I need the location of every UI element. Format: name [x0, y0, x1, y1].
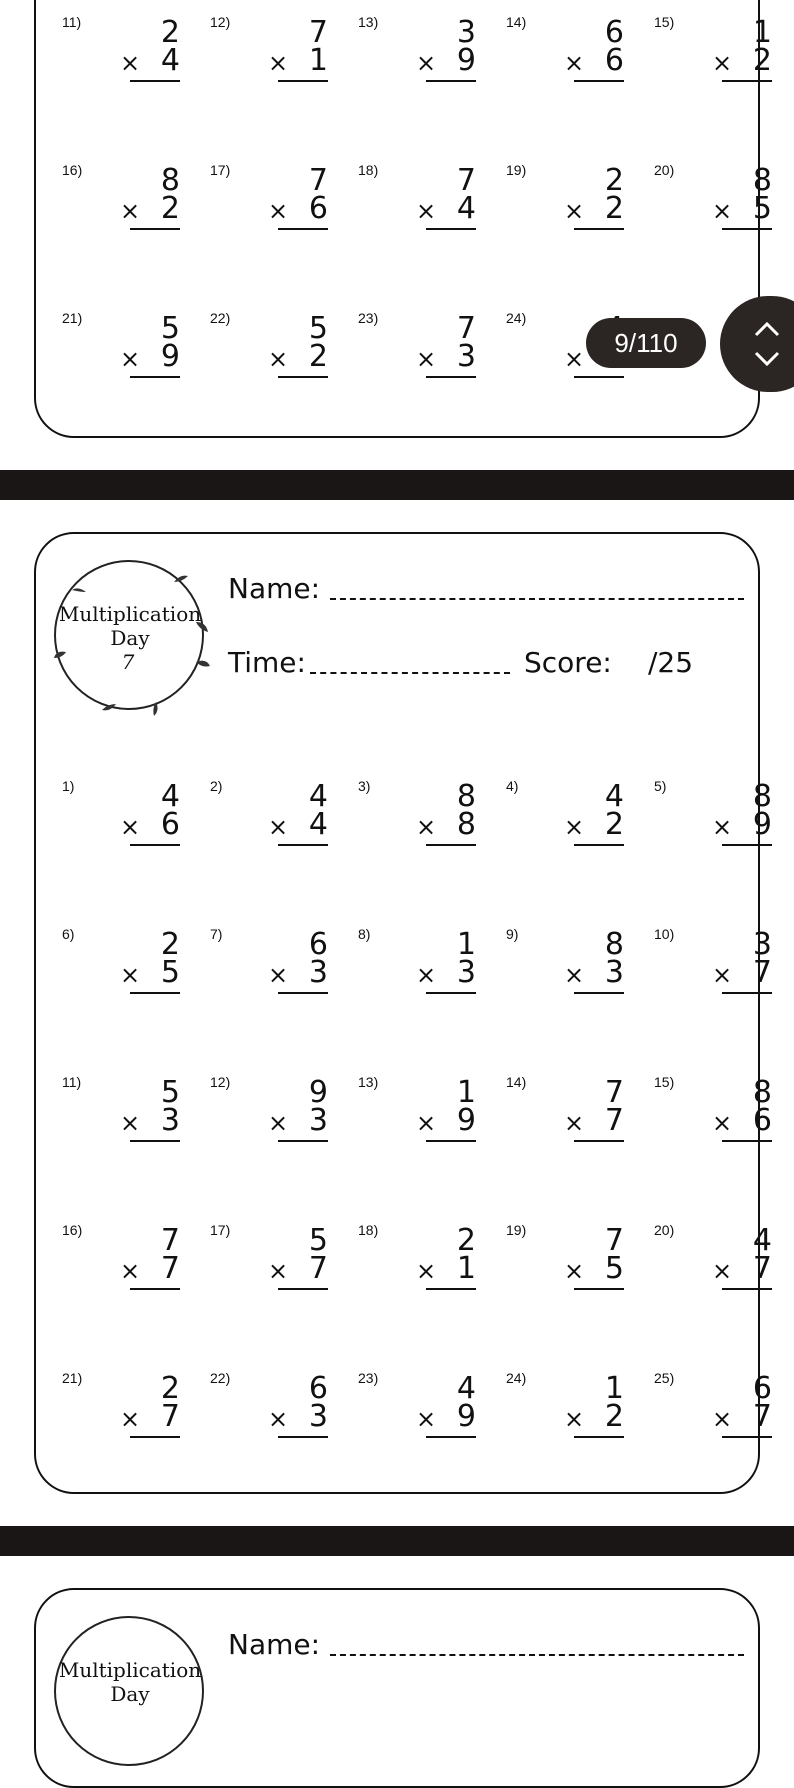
answer-line[interactable]: [130, 80, 180, 82]
problem-number: 17): [210, 162, 231, 178]
multiplier: 9: [160, 339, 180, 374]
times-sign: ×: [564, 961, 585, 989]
times-sign: ×: [268, 1405, 289, 1433]
logo-day: Day: [110, 626, 150, 650]
multiplicand: 5: [160, 311, 180, 346]
multiplicand: 1: [456, 927, 476, 962]
times-sign: ×: [268, 197, 289, 225]
multiplier: 6: [160, 807, 180, 842]
answer-line[interactable]: [722, 844, 772, 846]
times-sign: ×: [120, 961, 141, 989]
problem-number: 13): [358, 14, 379, 30]
multiplicand: 1: [604, 1371, 624, 1406]
problem-number: 4): [506, 778, 519, 794]
answer-line[interactable]: [278, 1140, 328, 1142]
page-separator: [0, 470, 794, 500]
problem: [40, 926, 180, 1006]
multiplier: 4: [308, 807, 328, 842]
problem: [632, 1370, 772, 1450]
multiplicand: 8: [752, 163, 772, 198]
multiplier: 7: [308, 1251, 328, 1286]
problem: [188, 1370, 328, 1450]
problem: [632, 1222, 772, 1302]
multiplicand: 1: [456, 1075, 476, 1110]
problem-number: 7): [210, 926, 223, 942]
problem-number: 13): [358, 1074, 379, 1090]
multiplier: 7: [752, 955, 772, 990]
problem-number: 16): [62, 162, 83, 178]
times-sign: ×: [268, 345, 289, 373]
problem-number: 18): [358, 162, 379, 178]
times-sign: ×: [120, 1405, 141, 1433]
multiplier: 1: [456, 1251, 476, 1286]
problem-number: 12): [210, 14, 231, 30]
multiplicand: 8: [604, 927, 624, 962]
page-indicator: 9/110: [586, 318, 706, 368]
multiplicand: 2: [160, 1371, 180, 1406]
problem: [484, 14, 624, 94]
times-sign: ×: [712, 961, 733, 989]
logo-day: Day: [110, 1682, 150, 1706]
name-label: Name:: [228, 572, 321, 605]
score-total: /25: [648, 646, 694, 679]
logo-title: Multiplication: [58, 1658, 202, 1682]
multiplier: 2: [308, 339, 328, 374]
times-sign: ×: [712, 813, 733, 841]
problem: [484, 1370, 624, 1450]
problem: [40, 1074, 180, 1154]
multiplier: 7: [160, 1399, 180, 1434]
times-sign: ×: [712, 49, 733, 77]
times-sign: ×: [120, 1257, 141, 1285]
answer-line[interactable]: [426, 992, 476, 994]
multiplier: 9: [752, 807, 772, 842]
times-sign: ×: [120, 197, 141, 225]
problem: [336, 1222, 476, 1302]
times-sign: ×: [268, 813, 289, 841]
answer-line[interactable]: [426, 1288, 476, 1290]
multiplier: 3: [308, 955, 328, 990]
answer-line[interactable]: [574, 1140, 624, 1142]
problem: [40, 1370, 180, 1450]
problem-number: 19): [506, 1222, 527, 1238]
times-sign: ×: [564, 197, 585, 225]
answer-line[interactable]: [130, 1436, 180, 1438]
multiplier: 5: [604, 1251, 624, 1286]
answer-line[interactable]: [722, 228, 772, 230]
problem: [336, 310, 476, 390]
answer-line[interactable]: [426, 228, 476, 230]
problem-number: 21): [62, 310, 83, 326]
problem-number: 24): [506, 310, 527, 326]
times-sign: ×: [416, 197, 437, 225]
name-line[interactable]: [330, 598, 744, 600]
multiplier: 1: [308, 43, 328, 78]
multiplier: 2: [160, 191, 180, 226]
multiplier: 5: [752, 191, 772, 226]
problem: [336, 778, 476, 858]
problem: [40, 162, 180, 242]
problem-number: 24): [506, 1370, 527, 1386]
multiplier: 7: [752, 1251, 772, 1286]
multiplicand: 8: [160, 163, 180, 198]
answer-line[interactable]: [574, 992, 624, 994]
multiplier: 5: [160, 955, 180, 990]
problem: [484, 926, 624, 1006]
logo-title: Multiplication: [58, 602, 202, 626]
multiplicand: 5: [308, 311, 328, 346]
times-sign: ×: [416, 961, 437, 989]
multiplicand: 4: [308, 779, 328, 814]
multiplicand: 7: [308, 163, 328, 198]
multiplier: 6: [308, 191, 328, 226]
problem: [188, 1074, 328, 1154]
answer-line[interactable]: [574, 228, 624, 230]
logo-day-number: 7: [121, 650, 135, 674]
answer-line[interactable]: [130, 376, 180, 378]
multiplicand: 8: [456, 779, 476, 814]
problem: [632, 926, 772, 1006]
times-sign: ×: [564, 49, 585, 77]
problem-number: 23): [358, 1370, 379, 1386]
multiplier: 2: [604, 191, 624, 226]
problem-number: 22): [210, 310, 231, 326]
multiplicand: 9: [308, 1075, 328, 1110]
multiplier: 7: [752, 1399, 772, 1434]
answer-line[interactable]: [722, 992, 772, 994]
problem: [188, 926, 328, 1006]
problem: [336, 1370, 476, 1450]
time-line[interactable]: [310, 672, 510, 674]
multiplier: 3: [308, 1103, 328, 1138]
answer-line[interactable]: [426, 1436, 476, 1438]
multiplicand: 5: [308, 1223, 328, 1258]
problem-number: 18): [358, 1222, 379, 1238]
answer-line[interactable]: [574, 844, 624, 846]
multiplicand: 8: [752, 1075, 772, 1110]
times-sign: ×: [416, 1109, 437, 1137]
chevron-down-icon: [752, 350, 782, 368]
problem-number: 19): [506, 162, 527, 178]
times-sign: ×: [712, 1257, 733, 1285]
answer-line[interactable]: [278, 992, 328, 994]
problem-number: 1): [62, 778, 75, 794]
answer-line[interactable]: [722, 80, 772, 82]
multiplier: 9: [456, 1103, 476, 1138]
multiplicand: 1: [752, 15, 772, 50]
multiplier: 3: [604, 955, 624, 990]
problem-number: 16): [62, 1222, 83, 1238]
multiplier: 3: [160, 1103, 180, 1138]
multiplier: 7: [604, 1103, 624, 1138]
answer-line[interactable]: [426, 376, 476, 378]
problem-number: 15): [654, 14, 675, 30]
times-sign: ×: [564, 1405, 585, 1433]
chevron-up-icon: [752, 320, 782, 338]
problem-number: 14): [506, 1074, 527, 1090]
answer-line[interactable]: [426, 1140, 476, 1142]
multiplicand: 4: [604, 779, 624, 814]
multiplicand: 5: [160, 1075, 180, 1110]
problem-number: 2): [210, 778, 223, 794]
answer-line[interactable]: [130, 844, 180, 846]
name-label: Name:: [228, 1628, 321, 1661]
multiplicand: 6: [604, 15, 624, 50]
multiplier: 2: [752, 43, 772, 78]
multiplicand: 7: [308, 15, 328, 50]
multiplier: 2: [604, 1399, 624, 1434]
answer-line[interactable]: [426, 844, 476, 846]
multiplicand: 8: [752, 779, 772, 814]
problem: [484, 778, 624, 858]
answer-line[interactable]: [130, 228, 180, 230]
problem: [40, 310, 180, 390]
problem-number: 12): [210, 1074, 231, 1090]
times-sign: ×: [564, 813, 585, 841]
answer-line[interactable]: [130, 992, 180, 994]
page-separator: [0, 1526, 794, 1556]
answer-line[interactable]: [426, 80, 476, 82]
problem: [336, 14, 476, 94]
problem-number: 3): [358, 778, 371, 794]
problem-number: 11): [62, 14, 82, 30]
problem-number: 9): [506, 926, 519, 942]
problem: [484, 162, 624, 242]
answer-line[interactable]: [722, 1140, 772, 1142]
times-sign: ×: [416, 1257, 437, 1285]
problem: [336, 926, 476, 1006]
multiplicand: 7: [604, 1075, 624, 1110]
multiplicand: 3: [752, 927, 772, 962]
name-line[interactable]: [330, 1654, 744, 1656]
problem-number: 17): [210, 1222, 231, 1238]
multiplier: 3: [456, 339, 476, 374]
multiplicand: 6: [308, 1371, 328, 1406]
score-label: Score:: [524, 646, 612, 679]
times-sign: ×: [712, 1109, 733, 1137]
problem-number: 11): [62, 1074, 82, 1090]
problem: [40, 778, 180, 858]
answer-line[interactable]: [130, 1140, 180, 1142]
time-label: Time:: [228, 646, 306, 679]
problem-number: 20): [654, 162, 675, 178]
answer-line[interactable]: [574, 1436, 624, 1438]
multiplier: 7: [160, 1251, 180, 1286]
times-sign: ×: [120, 345, 141, 373]
multiplier: 4: [456, 191, 476, 226]
problem: [188, 162, 328, 242]
times-sign: ×: [564, 345, 585, 373]
times-sign: ×: [268, 961, 289, 989]
answer-line[interactable]: [278, 376, 328, 378]
times-sign: ×: [268, 1257, 289, 1285]
times-sign: ×: [120, 813, 141, 841]
problem-number: 23): [358, 310, 379, 326]
answer-line[interactable]: [130, 1288, 180, 1290]
problem: [188, 310, 328, 390]
times-sign: ×: [120, 49, 141, 77]
answer-line[interactable]: [278, 844, 328, 846]
times-sign: ×: [268, 1109, 289, 1137]
multiplicand: 4: [752, 1223, 772, 1258]
multiplicand: 7: [604, 1223, 624, 1258]
problem: [188, 1222, 328, 1302]
multiplier: 2: [604, 807, 624, 842]
times-sign: ×: [712, 1405, 733, 1433]
multiplicand: 7: [456, 311, 476, 346]
problem-number: 25): [654, 1370, 675, 1386]
multiplicand: 2: [160, 927, 180, 962]
answer-line[interactable]: [278, 80, 328, 82]
problem: [632, 778, 772, 858]
problem: [188, 778, 328, 858]
times-sign: ×: [416, 1405, 437, 1433]
problem-number: 14): [506, 14, 527, 30]
times-sign: ×: [564, 1257, 585, 1285]
times-sign: ×: [416, 49, 437, 77]
problem-number: 10): [654, 926, 675, 942]
problem: [632, 1074, 772, 1154]
multiplier: 6: [752, 1103, 772, 1138]
problem: [40, 1222, 180, 1302]
problem: [484, 1222, 624, 1302]
problem: [336, 162, 476, 242]
multiplier: 3: [308, 1399, 328, 1434]
answer-line[interactable]: [278, 1436, 328, 1438]
multiplicand: 4: [456, 1371, 476, 1406]
problem: [188, 14, 328, 94]
problem: [484, 1074, 624, 1154]
problem-number: 22): [210, 1370, 231, 1386]
multiplicand: 6: [308, 927, 328, 962]
answer-line[interactable]: [278, 228, 328, 230]
answer-line[interactable]: [574, 376, 624, 378]
problem: [632, 14, 772, 94]
answer-line[interactable]: [574, 80, 624, 82]
answer-line[interactable]: [722, 1436, 772, 1438]
problem: [40, 14, 180, 94]
answer-line[interactable]: [722, 1288, 772, 1290]
times-sign: ×: [712, 197, 733, 225]
times-sign: ×: [268, 49, 289, 77]
answer-line[interactable]: [574, 1288, 624, 1290]
answer-line[interactable]: [278, 1288, 328, 1290]
multiplicand: 4: [160, 779, 180, 814]
multiplicand: 6: [752, 1371, 772, 1406]
times-sign: ×: [564, 1109, 585, 1137]
multiplicand: 7: [160, 1223, 180, 1258]
problem-number: 8): [358, 926, 371, 942]
problem: [632, 162, 772, 242]
problem: [336, 1074, 476, 1154]
multiplicand: 2: [604, 163, 624, 198]
multiplicand: 7: [456, 163, 476, 198]
times-sign: ×: [416, 345, 437, 373]
multiplier: 9: [456, 1399, 476, 1434]
multiplier: 6: [604, 43, 624, 78]
multiplier: 8: [456, 807, 476, 842]
times-sign: ×: [120, 1109, 141, 1137]
times-sign: ×: [416, 813, 437, 841]
multiplier: 9: [456, 43, 476, 78]
problem-number: 5): [654, 778, 667, 794]
problem-number: 20): [654, 1222, 675, 1238]
multiplicand: 3: [456, 15, 476, 50]
problem-number: 15): [654, 1074, 675, 1090]
multiplier: 4: [160, 43, 180, 78]
multiplier: 3: [456, 955, 476, 990]
multiplicand: 2: [456, 1223, 476, 1258]
problem-number: 21): [62, 1370, 83, 1386]
multiplicand: 2: [160, 15, 180, 50]
problem-number: 6): [62, 926, 75, 942]
